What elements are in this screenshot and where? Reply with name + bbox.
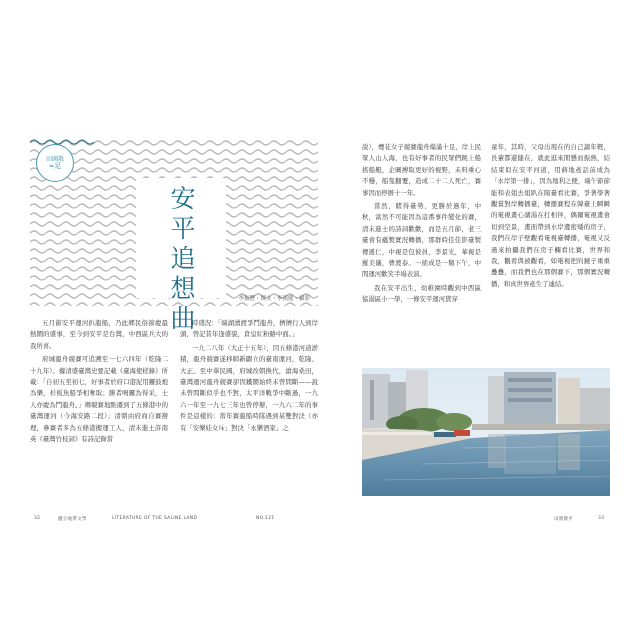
left-body [30, 318, 318, 530]
canal-photo-illustration [362, 368, 610, 496]
paragraph: 說），煙花女子競賽龍舟爆滿十足，岸上民眾人山人海，也有好事者的民眾們跳上船搖船艇，企圖搏取更好的視野，未料乘心不穩，船隻翻覆，造成二十二人死亡，賽事因而停辦十一年。 [362, 143, 481, 197]
title-wave-underline [30, 138, 92, 146]
article-title: 安平追想曲 [170, 184, 196, 333]
magazine-name: 鹽分地帶文學 [58, 517, 87, 522]
paragraph: 當然，賭得臺勢，更勝於過年，中秋，富然不可能因為這番事件變化的賽，清末進士的詩詞歡歡，而是五月節，老三臺會有蘊製實況轉播，那群時佳佳影臺製傳遞仁，中視是包彼員，李景光，華視是羅美儀，曹渡泰。一搖成是一類下午，中間運河歡笑半場表演。 [362, 202, 481, 279]
left-column-1 [30, 318, 168, 530]
right-column-2 [491, 142, 610, 364]
title-box [136, 178, 226, 333]
paragraph: 五月節安平運河扒龍船，乃此鄉民俗節慶最熱鬧的盛事，至今到安平是台灣，中西區兵大的我所喜。 [30, 319, 168, 350]
right-page-number: 33 [598, 516, 605, 521]
badge-label: 田園散 [45, 156, 64, 163]
left-page [30, 120, 318, 530]
section-name: 田園散步 [554, 517, 574, 522]
column-badge [36, 144, 74, 182]
author-credits: 李振豐・撰文・李漢健・攝影 [238, 296, 310, 302]
issue-number: NO.121 [256, 516, 275, 521]
right-column-1 [362, 142, 481, 364]
paragraph: 童年，其時，父母出現在的自己讀年輕，長輩都還健在，就此逛來閒懸而振熱，結結束似在安平河道，用蒔地產話前成為「水岸第一排」，因為地利之便，端午節節能和表姐去姐趴在陽臺看比賽，爭著學著觀賞對岸轉播臺，轉播賽程在韓臺上瞬瞬的電視畫心湖湯在打相伴，偶爾電視畫會切到空景，畫面帶到水岸邊密矮的房子，我們在岸子壁觀看電視臺轉播，電視又反過來拍攝我們在房子欄看比賽，世界和我，觀看與被觀看，如電視把的鏡子重重疊疊，而我們也在那個賽下，那個實況轉播，和真世界產生了連結。 [491, 143, 610, 288]
badge-sub: ≈足 [48, 162, 62, 170]
paragraph: 時盛況：「端湖湧渡爭鬥龍舟，擠擠行人到岸頭，曾記昔年逢盛貌，倉皇紅粉路中面。」 [180, 319, 318, 339]
paragraph: 一九二八年（大正十五年），因五條港河道淤積，龍舟競賽遂移師新闢立的臺南運河，乾隆、大正、至中華民國，府城改朝換代，滄海桑田，臺灣運河龍舟競賽卻因鐵鬧始終未曾間斷——說未曾間斷似乎也不對，太平洋戰爭中斷過，一九六一年至一九七三年也曾停辦，一九六二年的事件是這樣的：當年賽龍船時隊遇到某雙對決（亦有「安樂娃女斥」對決「永樂酒家」之 [180, 343, 318, 432]
left-page-number: 32 [34, 516, 41, 521]
left-column-2 [180, 318, 318, 530]
paragraph: 府城龍舟競賽可追溯至一七六四年（乾隆二十九年）。據清盛臺灣史要記載《臺海使槎錄》所載：「自初五至初七，好事者於府口港泥用鑼鼓炮為樂，杉板魚船爭相奪取；勝者鳴鑼為得采，士人亦慶為鬥龍舟。」鄉競賽地點遷到了五條港中的臺灣運河（今海安路二段）；清朝由府商自賽辦理，參賽者多為五條港搬運工人，清末進士許南英《臺灣竹枝詞》有詩記錄當 [30, 355, 168, 444]
paragraph: 我在安平出生，幼稚園時觀到中西區協湯區小一學，一條安平運河貫穿 [362, 283, 481, 304]
magazine-english-name: LITERATURE OF THE SALINE LAND [112, 516, 198, 521]
right-page [338, 142, 610, 522]
right-body [362, 142, 610, 364]
canal-photo [362, 368, 610, 496]
